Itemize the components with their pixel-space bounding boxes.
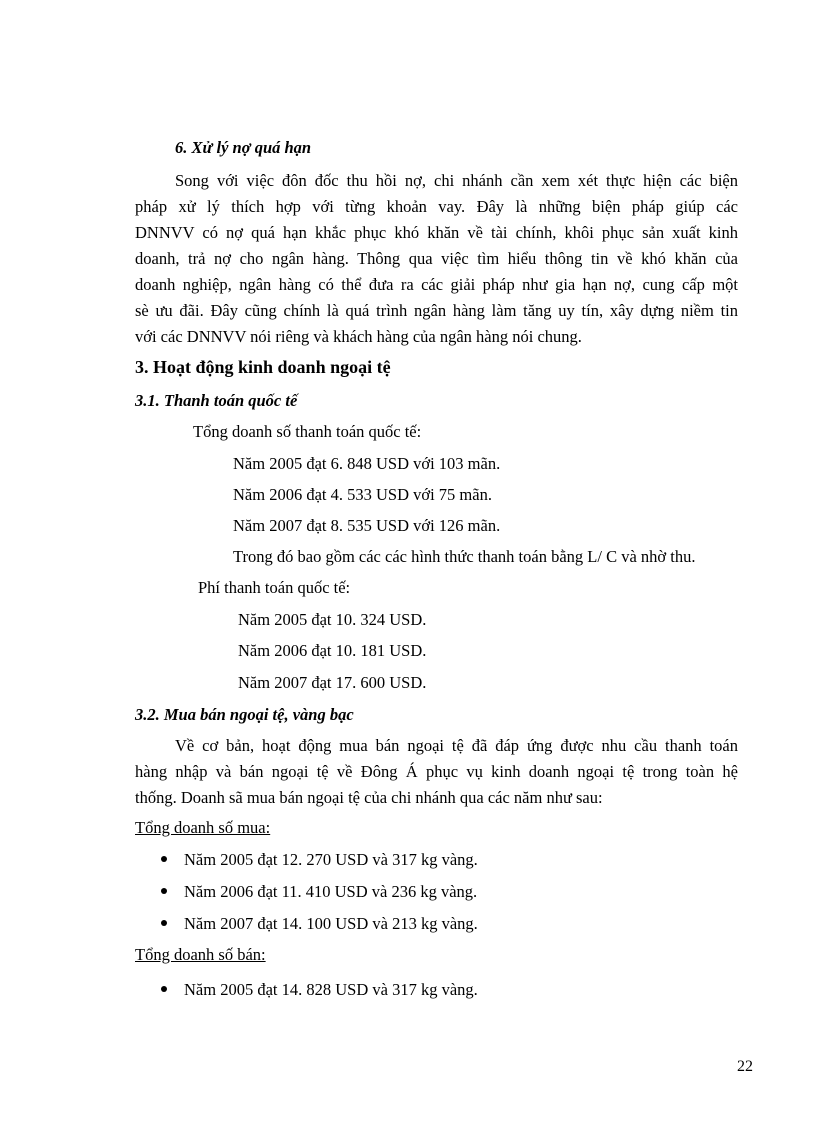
total-buy-label: Tổng doanh số mua: [135, 818, 271, 837]
bullet-icon [161, 856, 167, 862]
intl-payment-fee-label: Phí thanh toán quốc tế: [198, 578, 351, 597]
section-3-heading: 3. Hoạt động kinh doanh ngoại tệ [135, 357, 391, 377]
section-6-para-line: với các DNNVV nói riêng và khách hàng của ngân hàng nói chung. [135, 327, 582, 346]
intl-payment-total-item: Năm 2007 đạt 8. 535 USD với 126 mãn. [233, 516, 501, 535]
section-6-para-line: doanh, trả nợ cho ngân hàng. Thông qua việc tìm hiểu thông tin về khó khăn của [135, 249, 738, 268]
buy-item: Năm 2006 đạt 11. 410 USD và 236 kg vàng. [184, 882, 478, 901]
bullet-icon [161, 888, 167, 894]
bullet-icon [161, 920, 167, 926]
intl-payment-note: Trong đó bao gồm các các hình thức thanh toán bằng L/ C và nhờ thu. [233, 547, 696, 566]
section-3-1-heading: 3.1. Thanh toán quốc tế [135, 391, 298, 410]
bullet-icon [161, 986, 167, 992]
section-3-2-heading: 3.2. Mua bán ngoại tệ, vàng bạc [135, 705, 354, 724]
section-6-para-line: pháp xử lý thích hợp với từng khoản vay. Đây là những biện pháp giúp các [135, 197, 738, 216]
section-6-para-line: Song với việc đôn đốc thu hồi nợ, chi nhánh cần xem xét thực hiện các biện [175, 171, 738, 190]
intl-payment-total-item: Năm 2005 đạt 6. 848 USD với 103 mãn. [233, 454, 501, 473]
section-3-2-para-line: thống. Doanh sã mua bán ngoại tệ của chi nhánh qua các năm như sau: [135, 788, 603, 807]
intl-payment-total-label: Tổng doanh số thanh toán quốc tế: [193, 422, 422, 441]
intl-payment-total-item: Năm 2006 đạt 4. 533 USD với 75 mãn. [233, 485, 492, 504]
intl-payment-fee-item: Năm 2006 đạt 10. 181 USD. [238, 641, 427, 660]
total-sell-label: Tổng doanh số bán: [135, 945, 266, 964]
section-6-para-line: doanh nghiệp, ngân hàng có thể đưa ra các giải pháp như gia hạn nợ, cung cấp một [135, 275, 738, 294]
intl-payment-fee-item: Năm 2005 đạt 10. 324 USD. [238, 610, 427, 629]
intl-payment-fee-item: Năm 2007 đạt 17. 600 USD. [238, 673, 427, 692]
section-3-2-para-line: hàng nhập và bán ngoại tệ về Đông Á phục vụ kinh doanh ngoại tệ trong toàn hệ [135, 762, 738, 781]
section-6-heading: 6. Xử lý nợ quá hạn [175, 138, 312, 157]
page-number: 22 [737, 1058, 753, 1075]
sell-item: Năm 2005 đạt 14. 828 USD và 317 kg vàng. [184, 980, 478, 999]
section-6-para-line: sè ưu đãi. Đây cũng chính là quá trình ngân hàng làm tăng uy tín, xây dựng niềm tin [135, 301, 738, 320]
section-6-para-line: DNNVV có nợ quá hạn khắc phục khó khăn về tài chính, khôi phục sản xuất kinh [135, 223, 738, 242]
buy-item: Năm 2005 đạt 12. 270 USD và 317 kg vàng. [184, 850, 478, 869]
buy-item: Năm 2007 đạt 14. 100 USD và 213 kg vàng. [184, 914, 478, 933]
section-3-2-para-line: Về cơ bản, hoạt động mua bán ngoại tệ đã đáp ứng được nhu cầu thanh toán [175, 736, 738, 755]
